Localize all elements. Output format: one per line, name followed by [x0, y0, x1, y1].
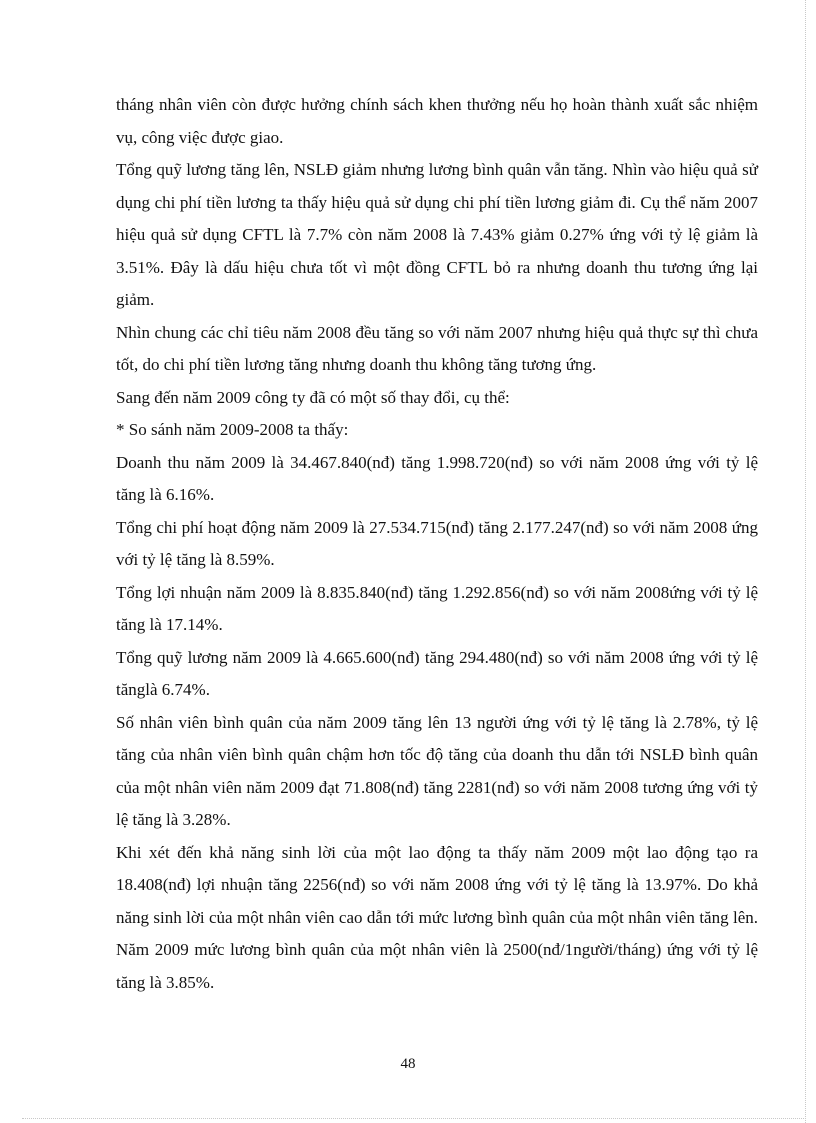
- page-number: 48: [400, 1056, 416, 1072]
- paragraph-10: Số nhân viên bình quân của năm 2009 tăng lên 13 người ứng với tỷ lệ tăng là 2.78%, tỷ lệ tăng của nhân viên bình quân chậm hơn tốc độ tăng của doanh thu dẫn tới NSLĐ bình quân của một nhân viên năm 2009 đạt 71.808(nđ) tăng 2281(nđ) so với năm 2008 tương ứng với tỷ lệ tăng là 3.28%.: [116, 712, 758, 829]
- paragraph-8: Tổng lợi nhuận năm 2009 là 8.835.840(nđ) tăng 1.292.856(nđ) so với năm 2008ứng với tỷ lệ tăng là 17.14%.: [116, 582, 758, 634]
- paragraph-5: * So sánh năm 2009-2008 ta thấy:: [116, 420, 349, 439]
- paragraph-3: Nhìn chung các chỉ tiêu năm 2008 đều tăng so với năm 2007 nhưng hiệu quả thực sự thì chưa tốt, do chi phí tiền lương tăng nhưng doanh thu không tăng tương ứng.: [116, 322, 758, 374]
- paragraph-7: Tổng chi phí hoạt động năm 2009 là 27.534.715(nđ) tăng 2.177.247(nđ) so với năm 2008 ứng với tỷ lệ tăng là 8.59%.: [116, 517, 758, 569]
- page-edge-right: [805, 0, 806, 1123]
- paragraph-6: Doanh thu năm 2009 là 34.467.840(nđ) tăng 1.998.720(nđ) so với năm 2008 ứng với tỷ lệ tăng là 6.16%.: [116, 452, 758, 504]
- paragraph-9: Tổng quỹ lương năm 2009 là 4.665.600(nđ) tăng 294.480(nđ) so với năm 2008 ứng với tỷ lệ tănglà 6.74%.: [116, 647, 758, 699]
- body-text: [116, 89, 758, 999]
- paragraph-1: tháng nhân viên còn được hưởng chính sách khen thưởng nếu họ hoàn thành xuất sắc nhiệm vụ, công việc được giao.: [116, 95, 758, 147]
- paragraph-11: Khi xét đến khả năng sinh lời của một lao động ta thấy năm 2009 một lao động tạo ra 18.408(nđ) lợi nhuận tăng 2256(nđ) so với năm 2008 ứng với tỷ lệ tăng là 13.97%. Do khả năng sinh lời của một nhân viên cao dẫn tới mức lương bình quân của một nhân viên tăng lên. Năm 2009 mức lương bình quân của một nhân viên là 2500(nđ/1người/tháng) ứng với tỷ lệ tăng là 3.85%.: [116, 842, 758, 992]
- page-edge-bottom: [22, 1118, 806, 1119]
- paragraph-2: Tổng quỹ lương tăng lên, NSLĐ giảm nhưng lương bình quân vẫn tăng. Nhìn vào hiệu quả sử dụng chi phí tiền lương ta thấy hiệu quả sử dụng chi phí tiền lương giảm đi. Cụ thể năm 2007 hiệu quả sử dụng CFTL là 7.7% còn năm 2008 là 7.43% giảm 0.27% ứng với tỷ lệ giảm là 3.51%. Đây là dấu hiệu chưa tốt vì một đồng CFTL bỏ ra nhưng doanh thu tương ứng lại giảm.: [116, 160, 758, 309]
- paragraph-4: Sang đến năm 2009 công ty đã có một số thay đổi, cụ thể:: [116, 387, 510, 407]
